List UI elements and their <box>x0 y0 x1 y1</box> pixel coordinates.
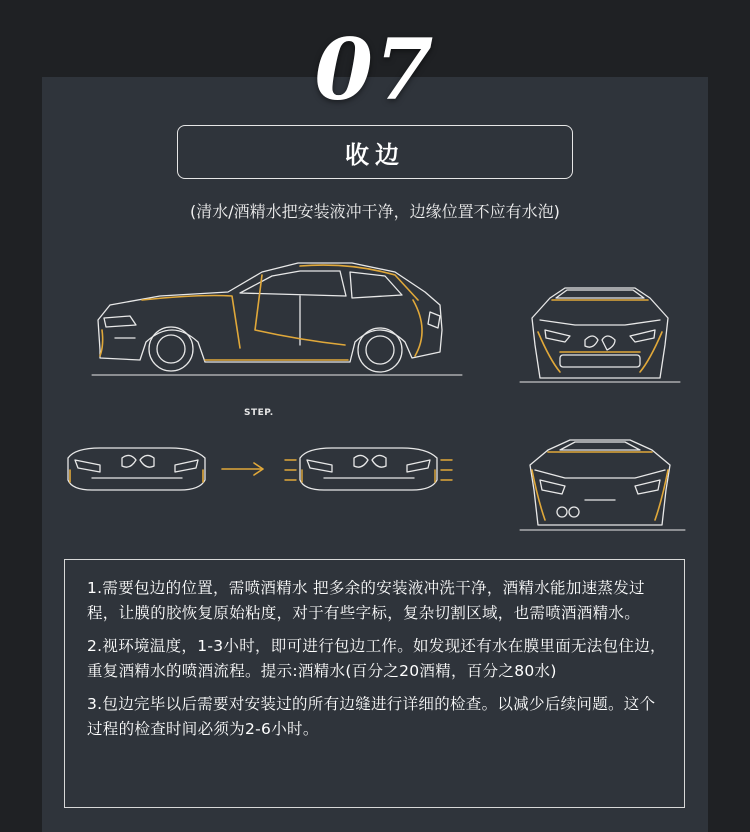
front-bumper-after-illustration <box>285 448 452 490</box>
instruction-item: 1.需要包边的位置，需喷酒精水 把多余的安装液冲洗干净，酒精水能加速蒸发过程，让膜的胶恢复原始粘度，对于有些字标，复杂切割区域，也需喷酒酒精水。 <box>87 579 645 622</box>
instruction-item: 2.视环境温度，1-3小时，即可进行包边工作。如发现还有水在膜里面无法包住边，重复酒精水的喷酒流程。提示:酒精水(百分之20酒精，百分之80水) <box>87 637 666 680</box>
front-bumper-before-illustration <box>68 448 205 490</box>
step-label: STEP. <box>244 408 274 418</box>
car-rear-view-illustration <box>520 440 685 530</box>
step-number: 07 <box>314 20 436 119</box>
section-title: 收边 <box>345 140 405 169</box>
car-front-view-illustration <box>520 288 680 382</box>
car-side-view-illustration <box>92 263 462 375</box>
instructions-box <box>64 559 685 808</box>
instruction-item: 3.包边完毕以后需要对安装过的所有边缝进行详细的检查。以减少后续问题。这个过程的检查时间必须为2-6小时。 <box>87 695 656 738</box>
step-arrow-icon <box>222 463 263 475</box>
subtitle: (清水/酒精水把安装液冲干净，边缘位置不应有水泡) <box>190 202 560 221</box>
